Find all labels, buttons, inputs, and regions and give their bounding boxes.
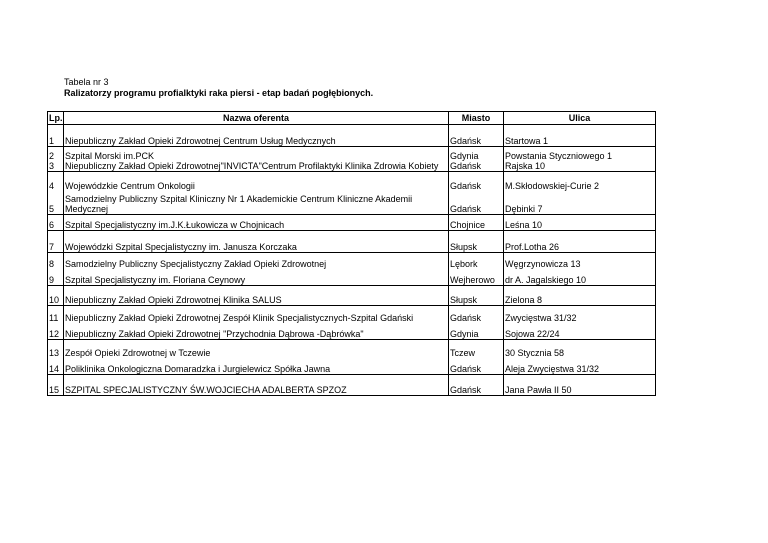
cell-street: Startowa 1 <box>504 125 656 147</box>
table-header-row <box>48 112 656 125</box>
table-row <box>48 147 656 161</box>
header-street: Ulica <box>504 112 656 125</box>
cell-name: Wojewódzkie Centrum Onkologii <box>64 171 449 191</box>
cell-name: Szpital Specjalistyczny im.J.K.Łukowicza w Chojnicach <box>64 214 449 230</box>
table-row <box>48 161 656 172</box>
cell-street: Jana Pawła II 50 <box>504 374 656 395</box>
table-row <box>48 171 656 191</box>
cell-street: Rajska 10 <box>504 161 656 172</box>
cell-city: Słupsk <box>449 285 504 305</box>
table-row <box>48 269 656 285</box>
table-row <box>48 125 656 147</box>
cell-name: Niepubliczny Zakład Opieki Zdrowotnej Klinika SALUS <box>64 285 449 305</box>
cell-street: Sojowa 22/24 <box>504 323 656 339</box>
table-row <box>48 230 656 252</box>
cell-name: Poliklinika Onkologiczna Domaradzka i Jurgielewicz Spółka Jawna <box>64 358 449 374</box>
cell-city: Gdynia <box>449 323 504 339</box>
cell-city: Chojnice <box>449 214 504 230</box>
table-row <box>48 252 656 269</box>
cell-name: Niepubliczny Zakład Opieki Zdrowotnej "Przychodnia Dąbrowa -Dąbrówka" <box>64 323 449 339</box>
cell-city: Gdańsk <box>449 358 504 374</box>
table-body <box>48 125 656 396</box>
table-row <box>48 214 656 230</box>
cell-name: Niepubliczny Zakład Opieki Zdrowotnej Centrum Usług Medycznych <box>64 125 449 147</box>
cell-name: Niepubliczny Zakład Opieki Zdrowotnej Zespół Klinik Specjalistycznych-Szpital Gdański <box>64 305 449 323</box>
cell-lp: 6 <box>48 214 64 230</box>
cell-city: Tczew <box>449 339 504 358</box>
table-row <box>48 323 656 339</box>
cell-lp: 2 <box>48 147 64 161</box>
providers-table <box>47 111 656 396</box>
cell-name: Wojewódzki Szpital Specjalistyczny im. Janusza Korczaka <box>64 230 449 252</box>
cell-name: Szpital Morski im.PCK <box>64 147 449 161</box>
cell-city: Lębork <box>449 252 504 269</box>
cell-name: Niepubliczny Zakład Opieki Zdrowotnej"INVICTA"Centrum Profilaktyki Klinika Zdrowia Kobiety <box>64 161 449 172</box>
table-row <box>48 305 656 323</box>
cell-street: Dębinki 7 <box>504 191 656 214</box>
cell-street: Węgrzynowicza 13 <box>504 252 656 269</box>
header-name: Nazwa oferenta <box>64 112 449 125</box>
cell-street: 30 Stycznia 58 <box>504 339 656 358</box>
cell-city: Gdańsk <box>449 374 504 395</box>
cell-lp: 9 <box>48 269 64 285</box>
cell-lp: 15 <box>48 374 64 395</box>
header-lp: Lp. <box>49 113 63 123</box>
cell-city: Gdańsk <box>449 305 504 323</box>
cell-lp: 13 <box>48 339 64 358</box>
cell-street: dr A. Jagalskiego 10 <box>504 269 656 285</box>
cell-lp: 3 <box>48 161 64 172</box>
cell-name: Samodzielny Publiczny Specjalistyczny Zakład Opieki Zdrowotnej <box>64 252 449 269</box>
cell-city: Wejherowo <box>449 269 504 285</box>
cell-lp: 12 <box>48 323 64 339</box>
cell-lp: 14 <box>48 358 64 374</box>
cell-city: Gdańsk <box>449 171 504 191</box>
cell-street: Leśna 10 <box>504 214 656 230</box>
cell-name: Szpital Specjalistyczny im. Floriana Ceynowy <box>64 269 449 285</box>
cell-street: M.Skłodowskiej-Curie 2 <box>504 171 656 191</box>
cell-city: Gdynia <box>449 147 504 161</box>
cell-name: Zespół Opieki Zdrowotnej w Tczewie <box>64 339 449 358</box>
cell-lp: 11 <box>48 305 64 323</box>
cell-lp: 10 <box>48 285 64 305</box>
cell-city: Słupsk <box>449 230 504 252</box>
cell-lp: 5 <box>48 191 64 214</box>
cell-name: SZPITAL SPECJALISTYCZNY ŚW.WOJCIECHA ADALBERTA SPZOZ <box>64 374 449 395</box>
cell-city: Gdańsk <box>449 191 504 214</box>
cell-city: Gdańsk <box>449 161 504 172</box>
cell-lp: 1 <box>48 125 64 147</box>
table-number: Tabela nr 3 <box>64 77 109 87</box>
header-city: Miasto <box>449 112 504 125</box>
cell-lp: 8 <box>48 252 64 269</box>
cell-street: Powstania Styczniowego 1 <box>504 147 656 161</box>
cell-street: Prof.Lotha 26 <box>504 230 656 252</box>
cell-lp: 4 <box>48 171 64 191</box>
table-row <box>48 339 656 358</box>
cell-name: Samodzielny Publiczny Szpital Kliniczny Nr 1 Akademickie Centrum Kliniczne Akademii Medycznej <box>64 191 449 214</box>
table-title: Ralizatorzy programu profialktyki raka piersi - etap badań pogłębionych. <box>64 88 374 98</box>
cell-lp: 7 <box>48 230 64 252</box>
cell-street: Aleja Zwycięstwa 31/32 <box>504 358 656 374</box>
table-row <box>48 285 656 305</box>
table-row <box>48 374 656 395</box>
cell-street: Zwycięstwa 31/32 <box>504 305 656 323</box>
table-row <box>48 358 656 374</box>
cell-street: Zielona 8 <box>504 285 656 305</box>
table-row <box>48 191 656 214</box>
cell-city: Gdańsk <box>449 125 504 147</box>
